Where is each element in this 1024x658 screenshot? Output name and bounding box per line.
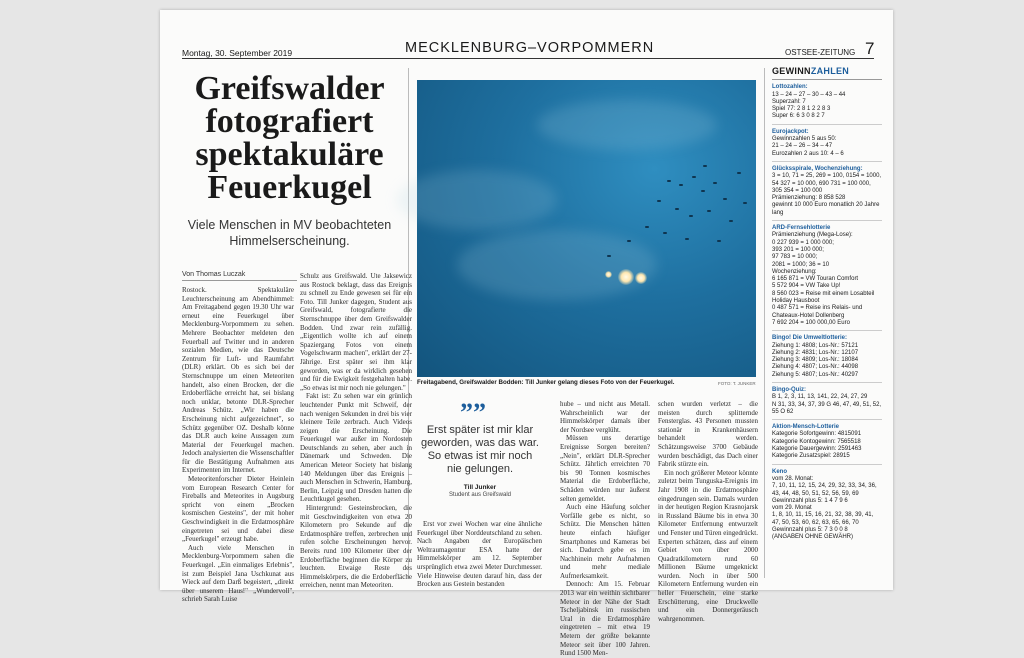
sidebar-line: Gewinnzahlen 5 aus 50:: [772, 136, 837, 143]
sidebar-section: [772, 166, 882, 221]
sidebar-separator: [772, 419, 882, 420]
sidebar-section-head: Keno: [772, 468, 787, 475]
sidebar-section: [772, 335, 882, 383]
sidebar-line: 393 201 = 100 000;: [772, 246, 824, 253]
sidebar-line: gewinnt 10 000 Euro monatlich 20 Jahre lang: [772, 202, 880, 216]
sidebar-separator: [772, 124, 882, 125]
paragraph: Auch viele Menschen in Mecklenburg-Vorpommern sahen die Feuerkugel. „Ein einmaliges Erlebnis", ist zum Beispiel Jana Uschkunat aus Wieck auf dem Darß begeistert, „direkt über unserem Haus!" „Wundervoll", schrieb Sarah Luise: [182, 543, 294, 604]
paragraph: Hintergrund: Gesteinsbrocken, die mit Geschwindigkeiten von etwa 20 Kilometern pro Sekunde auf die Erdatmosphäre treffen, zerbrechen und rufen solche Erscheinungen hervor. Bereits rund 100 Kilometer über der Erdoberfläche beginnen die Körper zu leuchten. Etwaige Reste des Himmelskörpers, die die Erdoberfläche erreichen, nennt man Meteoriten.: [300, 504, 412, 590]
photo-caption: [417, 379, 756, 386]
sidebar-line: Kategorie Kontogewinn: 7565518: [772, 438, 861, 445]
article-column-1: [182, 286, 294, 604]
fireball-photo: [417, 80, 756, 377]
sidebar-separator: [772, 382, 882, 383]
sidebar-separator: [772, 220, 882, 221]
sidebar-line: Ziehung 1: 4808; Los-Nr.: 57121: [772, 342, 859, 349]
sidebar-line: Super 6: 6 3 0 8 2 7: [772, 113, 825, 120]
paragraph: Ein noch größerer Meteor könnte zuletzt beim Tunguska-Ereignis im Jahr 1908 in die Erdatmosphäre eingedrungen sein. Damals wurden in der heutigen Region Krasnojarsk in Russland Bäume bis in etwa 30 Kilometer Entfernung entwurzelt und Fenster und Türen eingedrückt. Experten schätzen, dass auf einem Gebiet von über 2000 Quadratkilometern rund 60 Millionen Bäume umgeknickt wurden. Noch in über 500 Kilometern Entfernung wurden ein heller Feuerschein, eine starke Erschütterung, eine Druckwelle und ein Donnergeräusch wahrgenommen.: [658, 468, 758, 623]
paragraph: Rostock. Spektakuläre Leuchterscheinung am Abendhimmel: Am Freitagabend gegen 19.30 Uhr war erneut eine Feuerkugel über Mecklenburg-Vorpommern zu sehen. Mehrere Beobachter meldeten den Feuerball auf Twitter und in anderen sozialen Medien, wie das Deutsche Zentrum für Luft- und Raumfahrt (DLR) erklärt. Ob es sich bei der Sternschnuppe um einen Meteoriten handelt, also einen Brocken, der die Erdoberfläche erreicht hat, sei bislang noch unklar, betonte DLR-Sprecher Andreas Schütz. „Wir haben die Erscheinung nicht aufgezeichnet", so Schütz gegenüber OZ. Deshalb könne das DLR auch keine Aussagen zum Material der Feuerkugel machen. Jedoch analysierten die Wissenschaftler für die Bestätigung Aufnahmen aus Experimenten im Internet.: [182, 286, 294, 475]
sidebar-line: 0 227 939 = 1 000 000;: [772, 239, 834, 246]
paragraph: Fakt ist: Zu sehen war ein grünlich leuchtender Punkt mit Schweif, der nach wenigen Sekunden in drei bis vier kleinere Teile zerbrach. Auch Videos zeigen die Erscheinung. Die Feuerkugel war außer im Nordosten Deutschlands zu sehen, aber auch in Dänemark und Schweden. Die American Meteor Society hat bislang 140 Meldungen über das Ereignis – auch Menschen in Schwerin, Hamburg, Berlin, Leipzig und Dresden hatten die Leuchtkugel gesehen.: [300, 392, 412, 504]
subheadline: Viele Menschen in MV beobachteten Himmelserscheinung.: [187, 218, 392, 248]
sidebar-separator: [772, 161, 882, 162]
sidebar-section-head: Glücksspirale, Wochenziehung:: [772, 165, 863, 172]
article-column-3: [560, 400, 650, 658]
sidebar-section-head: ARD-Fernsehlotterie: [772, 225, 831, 232]
sidebar-line: 21 – 24 – 26 – 34 – 47: [772, 143, 833, 150]
paragraph: Erst vor zwei Wochen war eine ähnliche Feuerkugel über Norddeutschland zu sehen. Nach Angaben der Europäischen Weltraumagentur ESA hatte der Himmelskörper am 12. September ursprünglich etwa zwei Meter Durchmesser. Viele Hinweise deuten darauf hin, dass der Brocken aus Gestein bestanden: [417, 520, 542, 589]
sidebar-line: Ziehung 2: 4831; Los-Nr.: 12107: [772, 349, 859, 356]
sidebar-line: 97 783 = 10 000;: [772, 254, 818, 261]
sidebar-line: 3 = 10, 71 = 25, 269 = 100, 0154 = 1000, 54 327 = 10 000, 690 731 = 100 000, 305 354 = 100 000: [772, 173, 882, 194]
sidebar-line: 7, 10, 11, 12, 15, 24, 29, 32, 33, 34, 36, 43, 44, 48, 50, 51, 52, 56, 59, 69: [772, 483, 877, 497]
byline-rule: [182, 280, 297, 281]
sidebar-line: Wochenziehung:: [772, 268, 817, 275]
sidebar-line: N 31, 33, 34, 37, 39 G 46, 47, 49, 51, 52, 55 O 62: [772, 401, 882, 415]
quote-role: Student aus Greifswald: [448, 492, 512, 498]
sidebar-section-head: Bingo! Die Umweltlotterie:: [772, 335, 848, 342]
sidebar-section: [772, 424, 882, 464]
lottery-sidebar: [772, 68, 882, 546]
sidebar-line: 13 – 24 – 27 – 30 – 43 – 44: [772, 91, 846, 98]
paragraph: schen wurden verletzt – die meisten durch splitternde Fensterglas. 43 Personen mussten stationär in Krankenhäusern behandelt werden. Schätzungsweise 3700 Gebäude wurden beschädigt, das Dach einer Fabrik stürzte ein.: [658, 400, 758, 469]
sidebar-line: 8 560 023 = Reise mit einem Losabteil Holiday Hausboot: [772, 290, 875, 305]
quote-icon: ””: [460, 398, 486, 427]
sidebar-line: Gewinnzahl plus 5: 1 4 7 9 6: [772, 497, 848, 504]
column-divider: [764, 68, 765, 578]
pull-quote: Erst später ist mir klar geworden, was das war. So etwas ist mir noch nie gelungen.: [420, 424, 539, 475]
sidebar-line: 1, 8, 10, 11, 15, 16, 21, 32, 38, 39, 41, 47, 50, 53, 60, 62, 63, 65, 66, 70: [772, 512, 874, 526]
paragraph: Auch eine Häufung solcher Vorfälle gebe es nicht, so Schütz. Die Menschen hätten heute einfach häufiger Smartphones und Kameras bei sich. Dadurch gebe es im Nachhinein mehr Aufnahmen und mehr mediale Aufmerksamkeit.: [560, 503, 650, 580]
sidebar-line: Kategorie Dauergewinn: 2591463: [772, 446, 862, 453]
paper-name: OSTSEE-ZEITUNG: [785, 48, 856, 57]
sidebar-line: Prämienziehung (Mega-Lose):: [772, 232, 853, 239]
paragraph: Schulz aus Greifswald. Ute Jaksewicz aus Rostock beklagt, dass das Ereignis zu schnell zu Ende gewesen sei für ein Foto. Till Junker dagegen, Student aus Greifswald, fotografierte die Sternschnuppe über dem Greifswalder Bodden. Und zwar rein zufällig. „Eigentlich wollte ich auf einem Spaziergang Fotos von einem Vogelschwarm machen", erklärt der 27-Jährige. Erst später sei ihm klar geworden, was er da wirklich gesehen und für die Ewigkeit festgehalten habe. „So etwas ist mir noch nie gelungen.": [300, 272, 412, 392]
photo-credit: FOTO: T. JUNKER: [718, 381, 756, 386]
sidebar-separator: [772, 330, 882, 331]
sidebar-sections: [772, 84, 882, 541]
fireball: [618, 269, 634, 285]
sidebar-title: [772, 68, 882, 80]
sidebar-title-b: ZAHLEN: [810, 66, 850, 76]
quote-author: Till Junker: [463, 484, 497, 491]
page-number: 7: [865, 39, 875, 58]
sidebar-line: Superzahl: 7: [772, 98, 806, 105]
fireball-fragment: [635, 272, 647, 284]
sidebar-section: [772, 387, 882, 420]
sidebar-line: Kategorie Sofortgewinn: 4815091: [772, 431, 862, 438]
sidebar-line: B 1, 2, 3, 11, 13, 141, 22, 24, 27, 29: [772, 394, 868, 401]
sidebar-section: [772, 469, 882, 542]
section-title: MECKLENBURG–VORPOMMERN: [405, 40, 655, 56]
header-rule: [182, 58, 874, 59]
sidebar-section: [772, 225, 882, 331]
sidebar-section-head: Eurojackpot:: [772, 128, 809, 135]
sidebar-line: 2081 = 1000; 36 = 10: [772, 261, 830, 268]
sidebar-section-head: Lottozahlen:: [772, 84, 808, 91]
sidebar-line: 6 165 871 = VW Touran Comfort: [772, 276, 859, 283]
sidebar-section: [772, 84, 882, 124]
sidebar-line: Spiel 77: 2 8 1 2 2 8 3: [772, 106, 831, 113]
article-column-2: [300, 272, 412, 590]
headline: Greifswalder fotografiert spektakuläre Feuerkugel: [194, 70, 385, 206]
paragraph: Dennoch: Am 15. Februar 2013 war ein weithin sichtbarer Meteor in der Nähe der Stadt Tscheljabinsk im russischen Ural in die Erdatmosphäre eingetreten – mit etwa 19 Metern der größte bekannte Meteor seit über 100 Jahren. Rund 1500 Men-: [560, 580, 650, 658]
sidebar-section-head: Aktion-Mensch-Lotterie: [772, 424, 840, 431]
sidebar-line: Ziehung 4: 4807; Los-Nr.: 44098: [772, 364, 859, 371]
sidebar-line: 5 572 904 = VW Take Up!: [772, 283, 841, 290]
paragraph: hube – und nicht aus Metall. Wahrscheinlich war der Himmelskörper damals über der Nordsee verglüht.: [560, 400, 650, 434]
sidebar-line: Ziehung 5: 4807; Los-Nr.: 40297: [772, 371, 859, 378]
article-column-quote: [417, 520, 542, 589]
paragraph: Meteoritenforscher Dieter Heinlein vom European Research Center for Fireballs and Meteorites in Augsburg spricht von einem „Brocken kosmischen Gesteins", der mit hoher Geschwindigkeit in die Erdatmosphäre eingetreten sei und dabei diese „Feuerkugel" erzeugt habe.: [182, 475, 294, 544]
issue-date: Montag, 30. September 2019: [182, 48, 293, 58]
paragraph: Müssen uns derartige Ereignisse Sorgen bereiten? „Nein", erklärt DLR-Sprecher Schütz. Jährlich erreichten 70 bis 90 Tonnen kosmisches Material die Erdoberfläche, Schäden würden nur äußerst selten gemeldet.: [560, 434, 650, 503]
newspaper-page: [160, 10, 893, 658]
sidebar-line: (ANGABEN OHNE GEWÄHR): [772, 534, 854, 541]
caption-text: Freitagabend, Greifswalder Bodden: Till Junker gelang dieses Foto von der Feuerkugel.: [417, 379, 675, 386]
sidebar-line: Ziehung 3: 4809; Los-Nr.: 18084: [772, 357, 859, 364]
sidebar-line: Eurozahlen 2 aus 10: 4 – 6: [772, 150, 844, 157]
byline: Von Thomas Luczak: [182, 271, 246, 278]
sidebar-section: [772, 129, 882, 162]
sidebar-line: Prämienziehung: 8 858 528: [772, 195, 846, 202]
sidebar-section-head: Bingo-Quiz:: [772, 386, 806, 393]
article-column-4: [658, 400, 758, 623]
fireball-fragment: [605, 271, 612, 278]
sidebar-separator: [772, 464, 882, 465]
sidebar-line: 0 487 571 = Reise ins Relais- und Chateaux-Hotel Dollenberg: [772, 305, 863, 319]
sidebar-line: 7 692 204 = 100 000,00 Euro: [772, 319, 850, 326]
sidebar-line: Kategorie Zusatzspiel: 28915: [772, 453, 850, 460]
sidebar-line: Gewinnzahl plus 5: 7 3 0 0 8: [772, 527, 848, 534]
sidebar-line: vom 29. Monat: [772, 505, 812, 512]
sidebar-title-a: GEWINN: [772, 66, 811, 76]
sidebar-line: vom 28. Monat:: [772, 475, 814, 482]
